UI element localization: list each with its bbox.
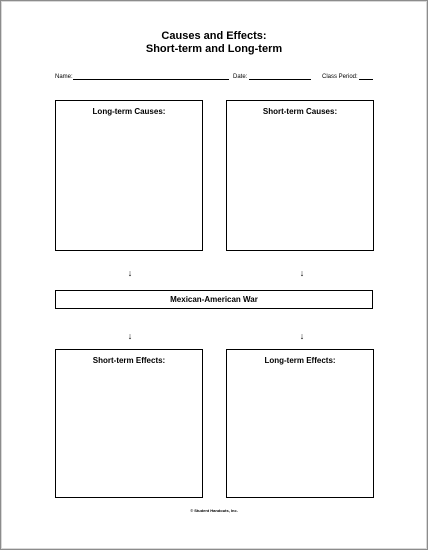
- class-period-blank-line[interactable]: [359, 79, 373, 80]
- short-term-causes-heading: Short-term Causes:: [262, 107, 338, 116]
- class-period-label: Class Period:: [322, 74, 358, 80]
- long-term-effects-heading: Long-term Effects:: [264, 356, 336, 365]
- down-arrow-icon: ↓: [299, 268, 305, 278]
- worksheet-title-line-1: Causes and Effects:: [161, 30, 267, 42]
- short-term-effects-box[interactable]: [55, 349, 203, 498]
- central-event-box: Mexican-American War: [55, 290, 373, 309]
- name-label: Name:: [55, 74, 73, 80]
- date-blank-line[interactable]: [249, 79, 311, 80]
- long-term-causes-heading: Long-term Causes:: [92, 107, 166, 116]
- worksheet-title-line-2: Short-term and Long-term: [145, 43, 283, 55]
- down-arrow-icon: ↓: [127, 268, 133, 278]
- long-term-causes-box[interactable]: [55, 100, 203, 251]
- date-label: Date:: [233, 74, 248, 80]
- name-blank-line[interactable]: [73, 79, 229, 80]
- short-term-effects-heading: Short-term Effects:: [92, 356, 166, 365]
- copyright-footer: © Student Handouts, Inc.: [190, 508, 238, 513]
- down-arrow-icon: ↓: [299, 331, 305, 341]
- long-term-effects-box[interactable]: [226, 349, 374, 498]
- short-term-causes-box[interactable]: [226, 100, 374, 251]
- down-arrow-icon: ↓: [127, 331, 133, 341]
